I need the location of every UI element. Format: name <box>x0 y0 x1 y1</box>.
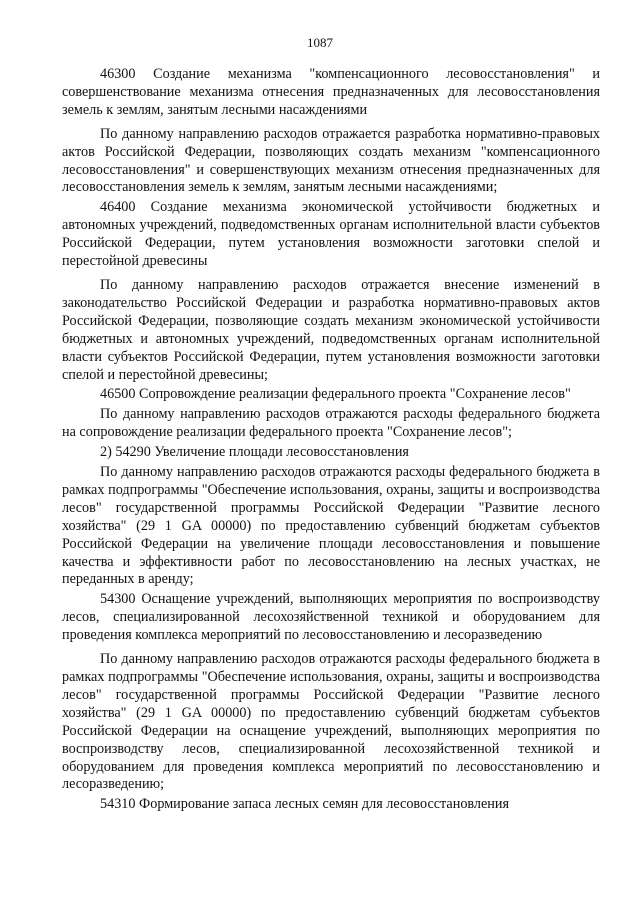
paragraph-46300-heading: 46300 Создание механизма "компенсационного лесовосстановления" и совершенствование механизма отнесения предназначенных для лесовосстановления земель к землям, занятым лесными насаждениями <box>62 66 600 118</box>
paragraph-46400-heading: 46400 Создание механизма экономической устойчивости бюджетных и автономных учреждений, подведомственных органам исполнительной власти субъектов Российской Федерации, путем установления возможности заготовки спелой и перестойной древесины <box>62 199 600 270</box>
paragraph-46500-heading: 46500 Сопровождение реализации федерального проекта "Сохранение лесов" <box>100 386 571 403</box>
paragraph-54310-heading: 54310 Формирование запаса лесных семян для лесовосстановления <box>100 796 510 813</box>
paragraph-54300-description: По данному направлению расходов отражаются расходы федерального бюджета в рамках подпрограммы "Обеспечение использования, охраны, защиты и воспроизводства лесов" государственной программы Российской Федерации "Развитие лесного хозяйства" (29 1 GA 00000) по предоставлению субвенций бюджетам субъектов Российской Федерации на оснащение учреждений, выполняющих мероприятия по воспроизводству лесов, специализированной лесохозяйственной техникой и оборудованием для проведения комплекса мероприятий по лесовосстановлению и лесоразведению; <box>62 651 600 793</box>
paragraph-54300-heading: 54300 Оснащение учреждений, выполняющих мероприятия по воспроизводству лесов, специализированной лесохозяйственной техникой и оборудованием для проведения комплекса мероприятий по лесовосстановлению и лесоразведению <box>62 591 600 644</box>
paragraph-46300-description: По данному направлению расходов отражается разработка нормативно-правовых актов Российской Федерации, позволяющих создать механизм "компенсационного лесовосстановления" и совершенствующих механизм отнесения предназначенных для лесовосстановления земель к землям, занятым лесными насаждениями; <box>62 125 600 196</box>
document-body <box>62 66 600 816</box>
page-number: 1087 <box>307 35 333 50</box>
paragraph-46400-description: По данному направлению расходов отражается внесение изменений в законодательство Российской Федерации и разработка нормативно-правовых актов Российской Федерации, позволяющие создать механизм экономической устойчивости бюджетных и автономных учреждений, подведомственных органам исполнительной власти субъектов Российской Федерации, путем установления возможности заготовки спелой и перестойной древесины; <box>62 276 600 383</box>
paragraph-54290-description: По данному направлению расходов отражаются расходы федерального бюджета в рамках подпрограммы "Обеспечение использования, охраны, защиты и воспроизводства лесов" государственной программы Российской Федерации "Развитие лесного хозяйства" (29 1 GA 00000) по предоставлению субвенций бюджетам субъектов Российской Федерации на увеличение площади лесовосстановления и повышение качества и эффективности работ по лесовосстановлению на лесных участках, не переданных в аренду; <box>62 464 600 588</box>
paragraph-46500-description: По данному направлению расходов отражаются расходы федерального бюджета на сопровождение реализации федерального проекта "Сохранение лесов"; <box>62 406 600 441</box>
paragraph-54290-heading: 2) 54290 Увеличение площади лесовосстановления <box>100 444 409 461</box>
